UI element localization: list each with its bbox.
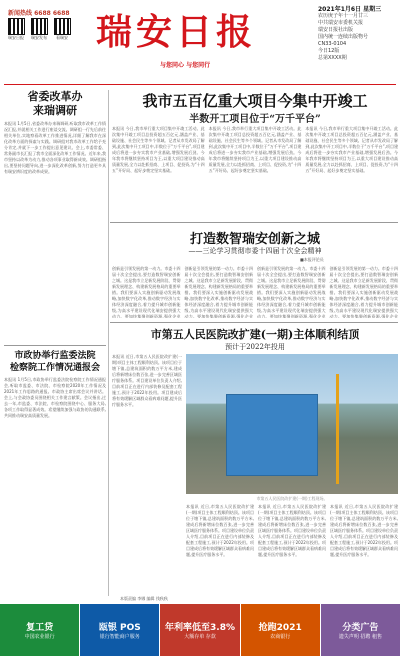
article-body: 本报讯 1月5日,省委改革办来瑞调研,听取我市改革工作情况汇报,并就相关工作进行座谈交流。调研组一行先后前往相关单位,实地察看改革工作推进情况,详细了解我市在深化改革方面的探索与实践。调研组对我市改革工作给予充分肯定,并就下一步工作提出意见建议。会上,市委常委、常务副市长汇报了我市全面深化改革工作情况。近年来,我市坚持以改革为动力,推动各项事业取得新成效。调研组指出,要坚持问题导向,进一步深化改革创新,努力打造更多具有瑞安辨识度的改革成果。 — [4, 121, 106, 174]
info-line: CN33-0104 — [318, 41, 347, 47]
ad-banner[interactable] — [160, 604, 239, 656]
masthead-logo: 瑞安日报 — [96, 11, 257, 53]
main-article-body — [112, 126, 398, 218]
slogan: 与您同心 与您同行 — [160, 62, 211, 69]
hospital-subheadline: 预计于2022年投用 — [225, 343, 285, 351]
ad-title: 复工贷 — [26, 623, 54, 633]
page-editor-line: 本版责编 李娜 编辑 钱秋秋 — [120, 596, 168, 601]
info-line: 农历庚子年十一月廿三 — [318, 13, 369, 19]
hospital-article-continued — [186, 504, 398, 590]
ad-banner[interactable] — [0, 604, 79, 656]
news-hotline: 新闻热线 6688 6688 — [8, 10, 70, 17]
ad-subtitle: 中国农业银行 — [24, 634, 55, 640]
info-line: 国内统一连续出版物号 — [318, 34, 369, 40]
main-headline[interactable]: 我市五百亿重大项目今集中开竣工 — [142, 92, 368, 110]
ad-banner[interactable] — [241, 604, 320, 656]
divider — [110, 222, 398, 223]
divider — [4, 345, 106, 346]
qr-icon — [31, 18, 48, 35]
ad-title: 瓯银 POS — [98, 623, 141, 633]
ad-subtitle: 大额存单 存款 — [184, 634, 216, 640]
column-divider — [108, 90, 109, 596]
divider — [110, 322, 398, 323]
article-text-column: 本报讯 今日,我市举行重大项目集中开竣工活动。此次集中开竣工项目总投资超五百亿元,涵盖产业、基础设施、社会民生等多个领域。记者从市发改局了解到,此次集中开工项目中,半数位于“万千平台”,项目建成后将进一步夯实我市产业基础,增强发展后劲。今年我市将继续坚持项目为王,以重大项目建设推动高质量发展,全力以赴抓招商、上项目、促投资,为“十四五”开好局、起好步奠定坚实基础。 — [112, 126, 205, 173]
qr-code[interactable]: 瑞安发布 — [31, 18, 48, 41]
editorial-subheadline: ——三论学习贯彻市委十四届十次全会精神 — [188, 247, 322, 255]
issue-info — [318, 6, 396, 62]
article-text-column: 本报讯 今日,我市举行重大项目集中开竣工活动。此次集中开竣工项目总投资超五百亿元,涵盖产业、基础设施、社会民生等多个领域。记者从市发改局了解到,此次集中开工项目中,半数位于“万千平台”,项目建成后将进一步夯实我市产业基础,增强发展后劲。今年我市将继续坚持项目为王,以重大项目建设推动高质量发展,全力以赴抓招商、上项目、促投资,为“十四五”开好局、起好步奠定坚实基础。 — [208, 126, 302, 173]
article-body: 本报讯 1月5日,市政协举行监委法院检察院工作情况通报会,听取市监委、市法院、市检察院2020年工作情况及2021年工作思路的通报。市政协主席出席会议并讲话。会上,与会政协委员围绕相关工作建言献策。会议指出,过去一年,市监委、市法院、市检察院围绕中心、服务大局,各项工作取得显著成效。希望继续加强与政协的沟通联系,共同推动瑞安高质量发展。 — [4, 377, 106, 418]
crane-shape — [336, 374, 339, 484]
ad-subtitle: 遗失声明 招聘 租售 — [338, 634, 382, 640]
qr-code-group — [8, 18, 71, 41]
ad-title: 分类广告 — [342, 623, 379, 633]
ad-title: 抢跑2021 — [258, 623, 302, 633]
left-column — [4, 90, 106, 592]
qr-code[interactable]: 瑞安日报 — [8, 18, 25, 41]
info-line: 瑞安日报社出版 — [318, 27, 354, 33]
article-cppcc-briefing[interactable] — [4, 350, 106, 592]
article-headline: 省委改革办 — [27, 90, 83, 103]
article-text-column: 本报讯 今日,我市举行重大项目集中开竣工活动。此次集中开竣工项目总投资超五百亿元,涵盖产业、基础设施、社会民生等多个领域。记者从市发改局了解到,此次集中开工项目中,半数位于“万千平台”,项目建成后将进一步夯实我市产业基础,增强发展后劲。今年我市将继续坚持项目为王,以重大项目建设推动高质量发展,全力以赴抓招商、上项目、促投资,为“十四五”开好局、起好步奠定坚实基础。 — [305, 126, 398, 173]
qr-icon — [8, 18, 25, 35]
article-text-column: 创新是引领发展的第一动力。市委十四届十次全会提出,要打造数智瑞安创新之城。这是我市立足新发展阶段、贯彻新发展理念、构建新发展格局的重要举措。我们要深入实施创新驱动发展战略,加快数字化改革,推动数字经济与实体经济深度融合,着力提升城市创新能级,为高水平建设现代化瑞安提供强大动力。要加快集聚创新资源,强化企业 — [112, 266, 181, 318]
article-text-column: 创新是引领发展的第一动力。市委十四届十次全会提出,要打造数智瑞安创新之城。这是我市立足新发展阶段、贯彻新发展理念、构建新发展格局的重要举措。我们要深入实施创新驱动发展战略,加快数字化改革,推动数字经济与实体经济深度融合,着力提升城市创新能级,为高水平建设现代化瑞安提供强大动力。要加快集聚创新资源,强化企业 — [257, 266, 326, 318]
ad-subtitle: 银行智能商户服务 — [99, 634, 140, 640]
article-text-column: 本报讯 近日,市第五人民医院改扩建(一期)项目主体工程顺利结顶。该项目位于塘下镇,总建筑面积约数万平方米,建成后将新增床位数百张,进一步完善区域医疗服务体系。项目建设单位负责人介绍,目前项目正在进行内部装修及配套工程施工,预计于2022年投用。项目建成后将有效缓解区域群众看病难问题,提升医疗服务水平。 — [186, 504, 254, 557]
qr-icon — [54, 18, 71, 35]
hospital-headline[interactable]: 市第五人民医院改扩建(一期)主体顺利结顶 — [150, 328, 360, 341]
info-line: 今日12版 — [318, 48, 340, 54]
article-headline: 检察院工作情况通报会 — [9, 363, 100, 373]
editorial-headline[interactable]: 打造数智瑞安创新之城 — [189, 232, 320, 247]
qr-code[interactable]: 看瑞安 — [54, 18, 71, 41]
ad-strip — [0, 604, 400, 656]
article-text-column: 创新是引领发展的第一动力。市委十四届十次全会提出,要打造数智瑞安创新之城。这是我市立足新发展阶段、贯彻新发展理念、构建新发展格局的重要举措。我们要深入实施创新驱动发展战略,加快数字化改革,推动数字经济与实体经济深度融合,着力提升城市创新能级,为高水平建设现代化瑞安提供强大动力。要加快集聚创新资源,强化企业 — [329, 266, 398, 318]
article-text-column: 创新是引领发展的第一动力。市委十四届十次全会提出,要打造数智瑞安创新之城。这是我市立足新发展阶段、贯彻新发展理念、构建新发展格局的重要举措。我们要深入实施创新驱动发展战略,加快数字化改革,推动数字经济与实体经济深度融合,着力提升城市创新能级,为高水平建设现代化瑞安提供强大动力。要加快集聚创新资源,强化企业 — [184, 266, 253, 318]
info-line: 中共瑞安市委机关报 — [318, 20, 364, 26]
editorial-byline: ■本报评论员 — [300, 257, 324, 262]
ad-subtitle: 农商银行 — [270, 634, 291, 640]
ad-banner[interactable] — [321, 604, 400, 656]
editorial-body — [112, 266, 398, 318]
construction-photo[interactable] — [186, 354, 398, 494]
ad-title: 年利率低至3.8% — [165, 623, 235, 633]
article-text-column: 本报讯 近日,市第五人民医院改扩建(一期)项目主体工程顺利结顶。该项目位于塘下镇,总建筑面积约数万平方米,建成后将新增床位数百张,进一步完善区域医疗服务体系。项目建设单位负责人介绍,目前项目正在进行内部装修及配套工程施工,预计于2022年投用。项目建成后将有效缓解区域群众看病难问题,提升医疗服务水平。 — [258, 504, 326, 557]
building-shape — [226, 394, 318, 476]
header-rule — [4, 84, 396, 85]
hospital-article-body: 本报讯 近日,市第五人民医院改扩建(一期)项目主体工程顺利结顶。该项目位于塘下镇,总建筑面积约数万平方米,建成后将新增床位数百张,进一步完善区域医疗服务体系。项目建设单位负责人介绍,目前项目正在进行内部装修及配套工程施工,预计于2022年投用。项目建成后将有效缓解区域群众看病难问题,提升医疗服务水平。 — [112, 354, 182, 407]
ad-banner[interactable] — [80, 604, 159, 656]
article-headline: 市政协举行监委法院 — [14, 351, 96, 361]
info-line: 总第XXXX期 — [318, 55, 347, 61]
article-provincial-survey[interactable] — [4, 90, 106, 341]
main-subheadline: 半数开工项目位于“万千平台” — [189, 114, 321, 125]
article-text-column: 本报讯 近日,市第五人民医院改扩建(一期)项目主体工程顺利结顶。该项目位于塘下镇,总建筑面积约数万平方米,建成后将新增床位数百张,进一步完善区域医疗服务体系。项目建设单位负责人介绍,目前项目正在进行内部装修及配套工程施工,预计于2022年投用。项目建成后将有效缓解区域群众看病难问题,提升医疗服务水平。 — [330, 504, 398, 557]
article-headline: 来瑞调研 — [33, 104, 77, 117]
photo-caption: 市第五人民医院改扩建(一期)工程现场。 — [256, 496, 328, 501]
issue-date: 2021年1月6日 星期三 — [318, 6, 382, 13]
